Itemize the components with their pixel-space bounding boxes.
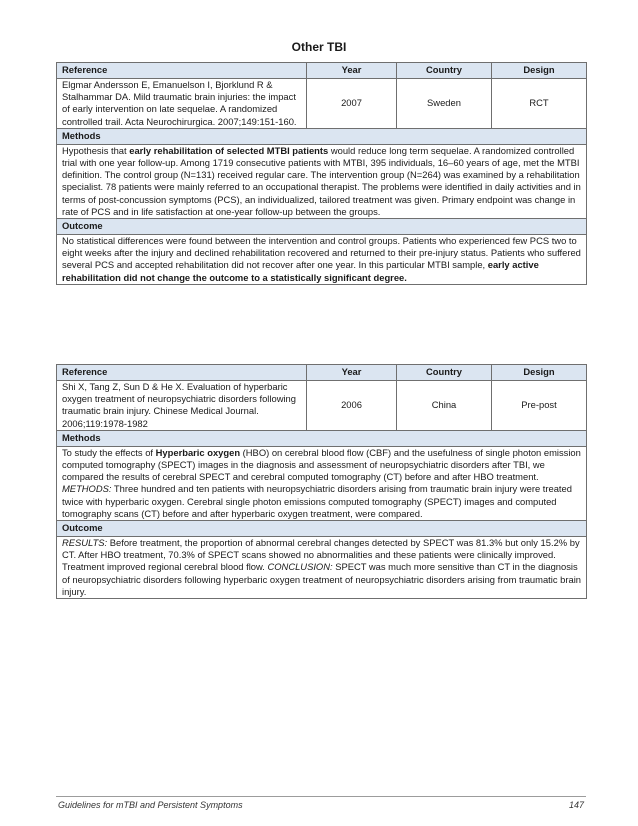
methods-emphasis: early rehabilitation of selected MTBI patients [129,144,329,156]
methods-text [57,144,587,218]
year-cell: 2006 [307,381,397,431]
methods-text-part: To study the effects of [62,446,156,458]
header-row [57,365,587,381]
country-cell: Sweden [397,79,492,129]
outcome-text [57,537,587,599]
methods-text-part: would reduce long term sequelae. A randomized controlled trial with one year follow-up. Among 1719 consecutive patients with MTBI, 395 individuals, 16–60 years of age, met the MTBI definition. The control group (N=131) received regular care. The intervention group (N=264) was examined by a rehabilitation specialist. 78 patients were mainly referred to an occupational therapist. The problems were identified in daily activities and in terms of post-concussion symptoms (PCS), an individualized, tailored treatment was given. Primary endpoint was change in rate of PCS and in life satisfaction at one-year follow-up between the groups. [62,144,581,217]
outcome-header-row [57,219,587,235]
page-number: 147 [568,800,584,810]
methods-label: Methods [57,430,587,446]
design-header: Design [492,63,587,79]
country-cell: China [397,381,492,431]
study-table-1 [56,62,587,285]
outcome-emphasis: early active rehabilitation did not change the outcome to a statistically significant degree. [62,259,539,283]
outcome-label: Outcome [57,219,587,235]
page-footer [58,800,584,810]
methods-text-part: Three hundred and ten patients with neuropsychiatric disorders arising from traumatic brain injury were treated twice with hyperbaric oxygen. Cerebral single photon emissions computed tomography (SPECT) images and computed tomography scans (CT) before and after hyperbaric oxygen treatment, were compared. [62,483,572,519]
reference-header: Reference [57,63,307,79]
study-table-2 [56,364,587,599]
outcome-italic-label: CONCLUSION: [267,561,333,573]
outcome-row [57,537,587,599]
outcome-text-part: SPECT was much more sensitive than CT in the diagnosis of neuropsychiatric disorders following hyperbaric oxygen treatment of neuropsychiatric disorders arising from traumatic brain injury. [62,561,581,597]
design-header: Design [492,365,587,381]
methods-row [57,446,587,520]
outcome-header-row [57,521,587,537]
year-header: Year [307,63,397,79]
outcome-row [57,235,587,285]
methods-text [57,446,587,520]
methods-label: Methods [57,128,587,144]
outcome-text-part: Before treatment, the proportion of abnormal cerebral changes detected by SPECT was 81.3% but only 15.2% by CT. After HBO treatment, 70.3% of SPECT scans showed no abnormalities and these patients were clinically improved. Treatment improved regional cerebral blood flow. [62,537,580,573]
methods-header-row [57,128,587,144]
methods-header-row [57,430,587,446]
header-row [57,63,587,79]
footer-divider [56,796,586,797]
year-header: Year [307,365,397,381]
reference-cell: Elgmar Andersson E, Emanuelson I, Bjorklund R & Stalhammar DA. Mild traumatic brain injuries: the impact of early intervention on late sequelae. A randomized controlled trail. Acta Neurochirurgica. 2007;149:151-160. [57,79,307,129]
reference-row [57,381,587,431]
design-cell: Pre-post [492,381,587,431]
outcome-text [57,235,587,285]
footer-title: Guidelines for mTBI and Persistent Symptoms [58,800,243,810]
reference-row [57,79,587,129]
methods-row [57,144,587,218]
reference-cell: Shi X, Tang Z, Sun D & He X. Evaluation of hyperbaric oxygen treatment of neuropsychiatric disorders following traumatic brain injury. Chinese Medical Journal. 2006;119:1978-1982 [57,381,307,431]
outcome-text-part: No statistical differences were found between the intervention and control groups. Patients who experienced few PCS two to eight weeks after the injury and declined rehabilitation recovered and returned to their pre-injury status. Patients who suffered several PCS and accepted rehabilitation did not recover after one year. In this particular MTBI sample, [62,235,581,271]
methods-emphasis: Hyperbaric oxygen [155,446,241,458]
design-cell: RCT [492,79,587,129]
methods-italic-label: METHODS: [62,483,112,495]
outcome-italic-label: RESULTS: [62,537,108,549]
country-header: Country [397,63,492,79]
methods-text-part: (HBO) on cerebral blood flow (CBF) and the usefulness of single photon emission computed tomography (SPECT) images in the diagnosis and assessment of neuropsychiatric disorders after TBI, we compared the results of cerebral SPECT and cerebral computed tomography (CT) before and after HBO treatment. [62,446,581,483]
year-cell: 2007 [307,79,397,129]
methods-text-part: Hypothesis that [62,144,130,156]
page-title: Other TBI [291,40,347,54]
reference-header: Reference [57,365,307,381]
outcome-label: Outcome [57,521,587,537]
country-header: Country [397,365,492,381]
